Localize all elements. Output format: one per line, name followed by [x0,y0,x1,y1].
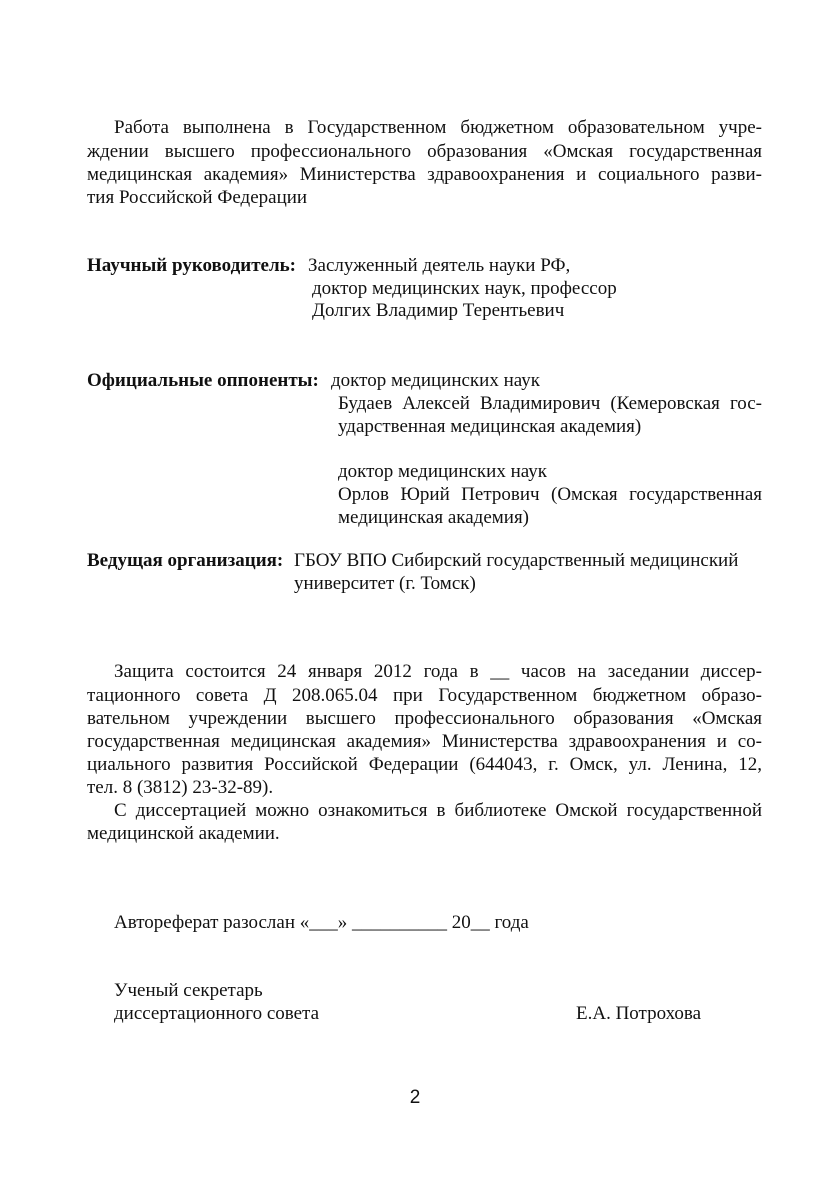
library-line-2: медицинской академии. [87,823,280,844]
supervisor-label: Научный руководитель: [87,255,296,276]
supervisor-line-2: доктор медицинских наук, профессор [312,278,617,299]
defense-line-1: Защита состоится 24 января 2012 года в __ часов на заседании диссер- [114,661,762,682]
defense-line-3: вательном учреждении высшего профессионального образования «Омская [87,708,762,729]
opponent-2-org: медицинская академия) [338,507,530,528]
defense-line-5: циального развития Российской Федерации (644043, г. Омск, ул. Ленина, 12, [87,754,762,775]
secretary-title-line-1: Ученый секретарь [114,980,263,1001]
defense-line-2: тационного совета Д 208.065.04 при Государственном бюджетном образо- [87,685,762,706]
mailing-date-line: Автореферат разослан «___» __________ 20__ года [114,912,529,933]
leading-org-line-1: ГБОУ ВПО Сибирский государственный медицинский [294,550,739,571]
supervisor-line-3: Долгих Владимир Терентьевич [312,300,565,321]
intro-line-1: Работа выполнена в Государственном бюджетном образовательном учре- [114,117,762,138]
leading-org-line-2: университет (г. Томск) [294,573,476,594]
supervisor-line-1: Заслуженный деятель науки РФ, [308,255,571,276]
opponent-1-name: Будаев Алексей Владимирович (Кемеровская гос- [338,393,762,414]
intro-line-4: тия Российской Федерации [87,187,308,208]
opponent-1-org: ударственная медицинская академия) [338,416,642,437]
library-line-1: С диссертацией можно ознакомиться в библиотеке Омской государственной [114,800,762,821]
opponent-1-degree: доктор медицинских наук [331,370,540,391]
intro-line-2: ждении высшего профессионального образования «Омская государственная [87,141,762,162]
opponents-label: Официальные оппоненты: [87,370,319,391]
leading-org-label: Ведущая организация: [87,550,284,571]
opponent-2-degree: доктор медицинских наук [338,461,547,482]
page-number: 2 [409,1087,421,1108]
opponent-2-name: Орлов Юрий Петрович (Омская государственная [338,484,762,505]
secretary-title-line-2: диссертационного совета [114,1003,320,1024]
secretary-name: Е.А. Потрохова [576,1003,702,1024]
defense-line-6: тел. 8 (3812) 23-32-89). [87,777,274,798]
intro-line-3: медицинская академия» Министерства здравоохранения и социального разви- [87,164,762,185]
defense-line-4: государственная медицинская академия» Министерства здравоохранения и со- [87,731,762,752]
